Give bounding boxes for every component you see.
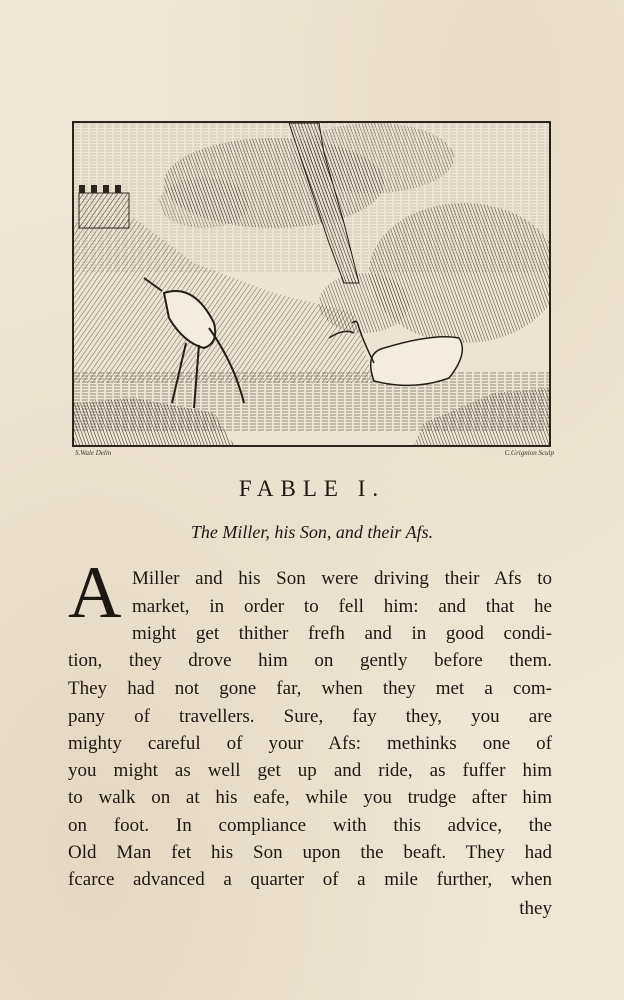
- engraving-scene: [74, 123, 549, 445]
- text-line: you might as well get up and ride, as fuffer him: [68, 760, 552, 781]
- text-line: pany of travellers. Sure, fay they, you are: [68, 706, 552, 727]
- catchword: they: [519, 898, 552, 919]
- text-line: Old Man fet his Son upon the beaft. They had: [68, 842, 552, 863]
- text-line: on foot. In compliance with this advice, the: [68, 815, 552, 836]
- fable-subtitle: The Miller, his Son, and their Afs.: [190, 522, 434, 542]
- fable-title: FABLE I.: [238, 476, 386, 501]
- text-line: They had not gone far, when they met a com-: [68, 678, 552, 699]
- text-line: mighty careful of your Afs: methinks one of: [68, 733, 552, 754]
- text-line: might get thither frefh and in good condi-: [132, 623, 552, 644]
- drop-cap: A: [68, 552, 122, 634]
- engraving-illustration: [72, 121, 551, 447]
- text-line: market, in order to fell him: and that he: [132, 596, 552, 617]
- text-line: to walk on at his eafe, while you trudge after him: [68, 787, 552, 808]
- text-line: fcarce advanced a quarter of a mile further, when: [68, 869, 552, 890]
- text-line: Miller and his Son were driving their Afs to: [132, 568, 552, 589]
- engraver-credit: C.Grignion Sculp: [504, 449, 554, 457]
- illustrator-credit: S.Wale Delin: [75, 449, 112, 457]
- text-line: tion, they drove him on gently before them.: [68, 650, 552, 671]
